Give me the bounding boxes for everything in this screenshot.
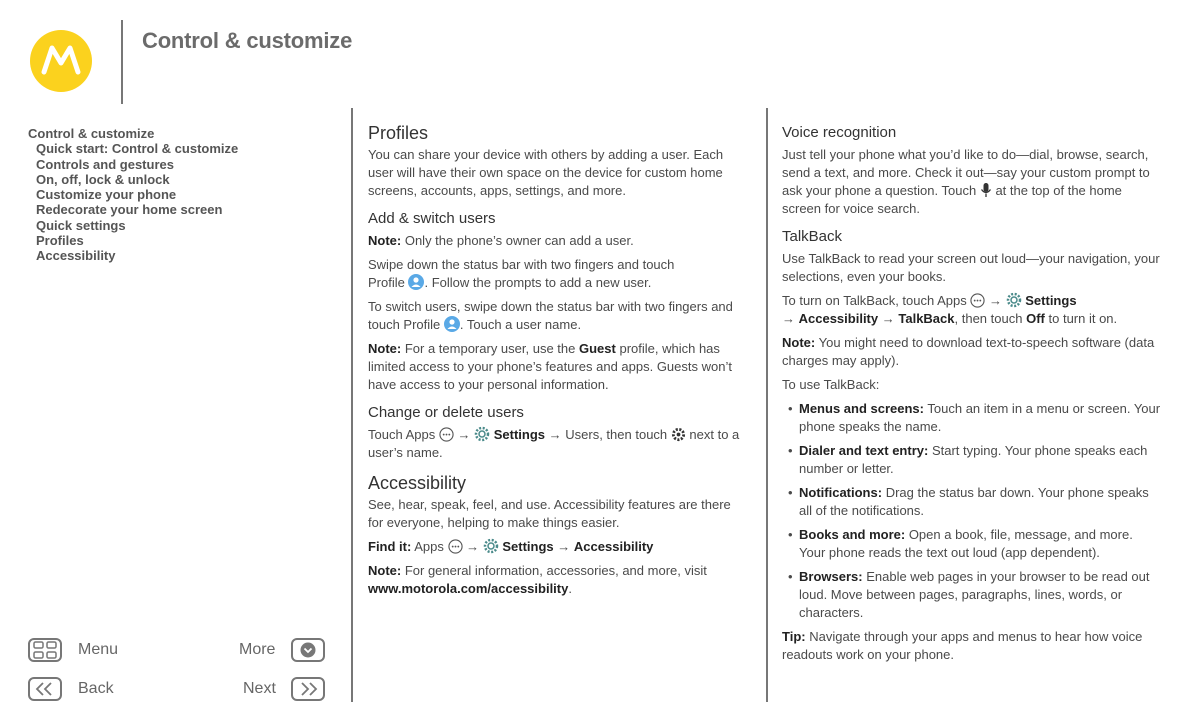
profile-icon <box>408 274 424 290</box>
section-title-voice-recognition: Voice recognition <box>782 124 897 141</box>
toc-item[interactable]: Redecorate your home screen <box>36 202 223 218</box>
double-chevron-right-icon <box>293 679 323 699</box>
toc-item[interactable]: Quick settings <box>36 217 126 233</box>
list-item: • Menus and screens: Touch an item in a menu or screen. Your phone speaks the name. <box>782 400 1162 436</box>
chevron-down-icon <box>293 640 323 660</box>
back-button[interactable] <box>28 677 62 701</box>
swipe-instructions: Swipe down the status bar with two fingers and touch Profile . Follow the prompts to add a new user. <box>368 257 675 290</box>
toc-item[interactable]: Controls and gestures <box>36 156 174 172</box>
table-of-contents <box>28 126 238 264</box>
toc-heading[interactable]: Control & customize <box>28 126 155 141</box>
menu-label[interactable]: Menu <box>78 641 119 658</box>
section-title-accessibility: Accessibility <box>368 473 467 493</box>
menu-button[interactable] <box>28 638 62 662</box>
toc-item[interactable]: Customize your phone <box>36 187 177 203</box>
list-item: • Notifications: Drag the status bar down. Your phone speaks all of the notifications. <box>782 484 1162 520</box>
menu-grid-icon <box>30 640 60 660</box>
accessibility-link[interactable]: www.motorola.com/accessibility <box>368 581 569 596</box>
microphone-icon <box>980 182 992 198</box>
change-instructions: Touch Apps → Settings → Users, then touch next to a user’s name. <box>368 427 740 460</box>
talkback-bullets <box>782 400 1162 622</box>
back-label[interactable]: Back <box>78 680 114 697</box>
content-column-2 <box>782 124 1162 670</box>
content-column-1 <box>368 124 748 604</box>
note-tts: Note: You might need to download text-to-speech software (data charges may apply). <box>782 335 1155 368</box>
use-talkback: To use TalkBack: <box>782 377 880 392</box>
profiles-intro: You can share your device with others by adding a user. Each user will have their own space on the device for custom home screens, accounts, apps, settings, and more. <box>368 147 724 198</box>
talkback-intro: Use TalkBack to read your screen out loud—your navigation, your selections, even your books. <box>782 251 1160 284</box>
note-guest: Note: For a temporary user, use the Guest profile, which has limited access to your phone’s features and apps. Guests won’t have access to your personal information. <box>368 341 732 392</box>
apps-icon <box>439 427 454 442</box>
toc-item[interactable]: Accessibility <box>36 248 116 264</box>
toc-item[interactable]: Profiles <box>36 233 84 249</box>
subsection-title-add-users: Add & switch users <box>368 210 496 227</box>
accessibility-intro: See, hear, speak, feel, and use. Accessibility features are there for everyone, helping to make things easier. <box>368 497 731 530</box>
gear-icon <box>671 427 686 442</box>
tip: Tip: Navigate through your apps and menus to hear how voice readouts work on your phone. <box>782 629 1143 662</box>
find-it: Find it: Apps → Settings → Accessibility <box>368 539 654 554</box>
header-divider <box>121 20 123 104</box>
next-button[interactable] <box>291 677 325 701</box>
settings-gear-icon <box>1006 292 1022 308</box>
double-chevron-left-icon <box>30 679 60 699</box>
more-label[interactable]: More <box>239 641 276 658</box>
next-label[interactable]: Next <box>243 680 276 697</box>
settings-gear-icon <box>483 538 499 554</box>
note-owner: Note: Only the phone’s owner can add a user. <box>368 233 634 248</box>
more-button[interactable] <box>291 638 325 662</box>
subsection-title-change-users: Change or delete users <box>368 404 524 421</box>
motorola-logo-icon <box>30 30 92 92</box>
section-title-talkback: TalkBack <box>782 228 843 245</box>
toc-item[interactable]: On, off, lock & unlock <box>36 171 170 187</box>
note-general-info: Note: For general information, accessories, and more, visit www.motorola.com/accessibility. <box>368 563 707 596</box>
column-divider <box>766 108 768 702</box>
toc-item[interactable]: Quick start: Control & customize <box>36 141 239 157</box>
list-item: • Browsers: Enable web pages in your browser to be read out loud. Move between pages, paragraphs, lines, words, or characters. <box>782 568 1162 622</box>
list-item: • Dialer and text entry: Start typing. Your phone speaks each number or letter. <box>782 442 1162 478</box>
column-divider <box>351 108 353 702</box>
profile-icon <box>444 316 460 332</box>
apps-icon <box>448 539 463 554</box>
apps-icon <box>970 293 985 308</box>
switch-instructions: To switch users, swipe down the status bar with two fingers and touch Profile . Touch a user name. <box>368 299 733 332</box>
page-title: Control & customize <box>142 28 353 53</box>
list-item: • Books and more: Open a book, file, message, and more. Your phone reads the text out loud (app dependent). <box>782 526 1162 562</box>
section-title-profiles: Profiles <box>368 123 429 143</box>
settings-gear-icon <box>474 426 490 442</box>
talkback-turn-on: To turn on TalkBack, touch Apps → Settings → Accessibility → TalkBack, then touch Off to turn it on. <box>782 293 1118 326</box>
voice-intro: Just tell your phone what you’d like to do—dial, browse, search, send a text, and more. Check it out—say your custom prompt to ask your phone a question. Touch at the top of the home screen for voice search. <box>782 147 1150 216</box>
